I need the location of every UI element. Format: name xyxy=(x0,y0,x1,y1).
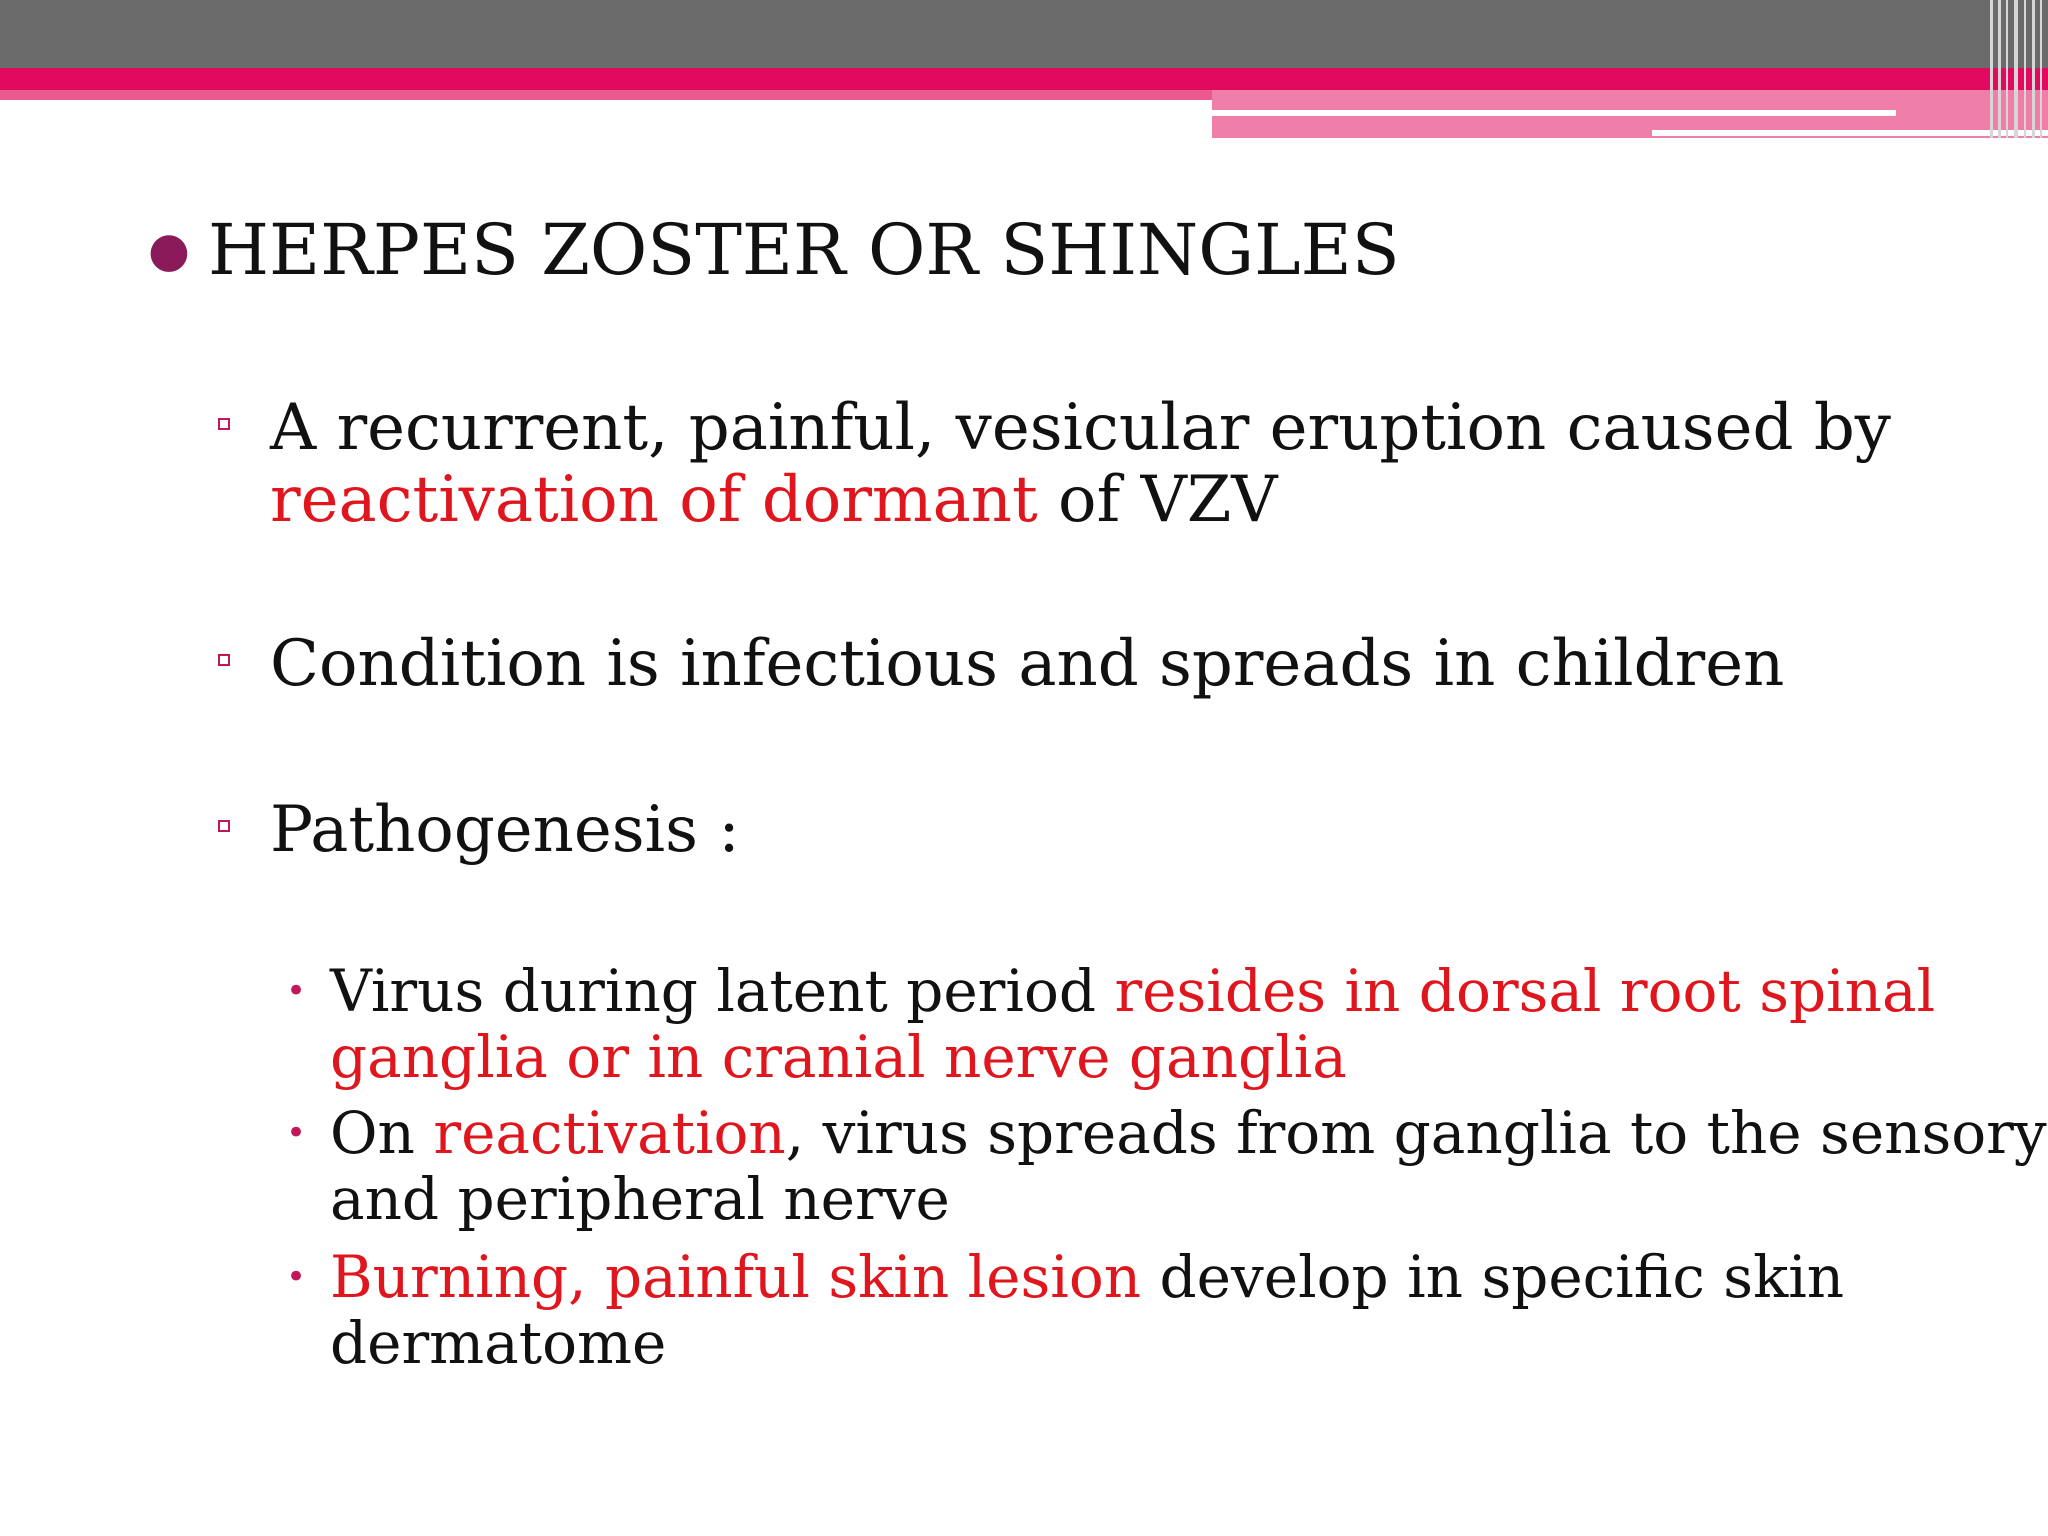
bullet-text: dermatome xyxy=(330,1309,667,1377)
square-bullet-icon xyxy=(218,418,230,430)
bullet-text: of VZV xyxy=(1037,463,1278,537)
bullet-text: Virus during latent period xyxy=(330,957,1115,1025)
highlight-text: reactivation of dormant xyxy=(270,463,1038,537)
header-stripes xyxy=(1986,0,2048,138)
header-white-line xyxy=(1212,110,1896,116)
square-bullet-icon xyxy=(218,654,230,666)
bullet-text: develop in specific skin xyxy=(1141,1243,1845,1311)
highlight-text: ganglia or in cranial nerve ganglia xyxy=(330,1023,1347,1091)
small-dot-bullet-icon: • xyxy=(286,1257,307,1297)
bullet-text: and peripheral nerve xyxy=(330,1165,950,1233)
header-pink-band-left xyxy=(0,90,1212,100)
square-bullet-icon xyxy=(218,820,230,832)
bullet-text: Pathogenesis : xyxy=(270,793,740,867)
small-dot-bullet-icon: • xyxy=(286,1113,307,1153)
highlight-text: reactivation xyxy=(433,1099,786,1167)
highlight-text: Burning, painful skin lesion xyxy=(330,1243,1142,1311)
slide-title: HERPES ZOSTER OR SHINGLES xyxy=(208,209,1400,291)
header-gray-band xyxy=(0,0,2048,68)
header-magenta-band xyxy=(0,68,2048,90)
highlight-text: resides in dorsal root spinal xyxy=(1114,957,1936,1025)
bullet-text: On xyxy=(330,1099,434,1167)
round-bullet-icon: ● xyxy=(148,222,190,278)
bullet-text: , virus spreads from ganglia to the sensory xyxy=(785,1099,2047,1167)
bullet-text: Condition is infectious and spreads in children xyxy=(270,627,1785,701)
small-dot-bullet-icon: • xyxy=(286,971,307,1011)
bullet-text: A recurrent, painful, vesicular eruption caused by xyxy=(270,391,1891,465)
